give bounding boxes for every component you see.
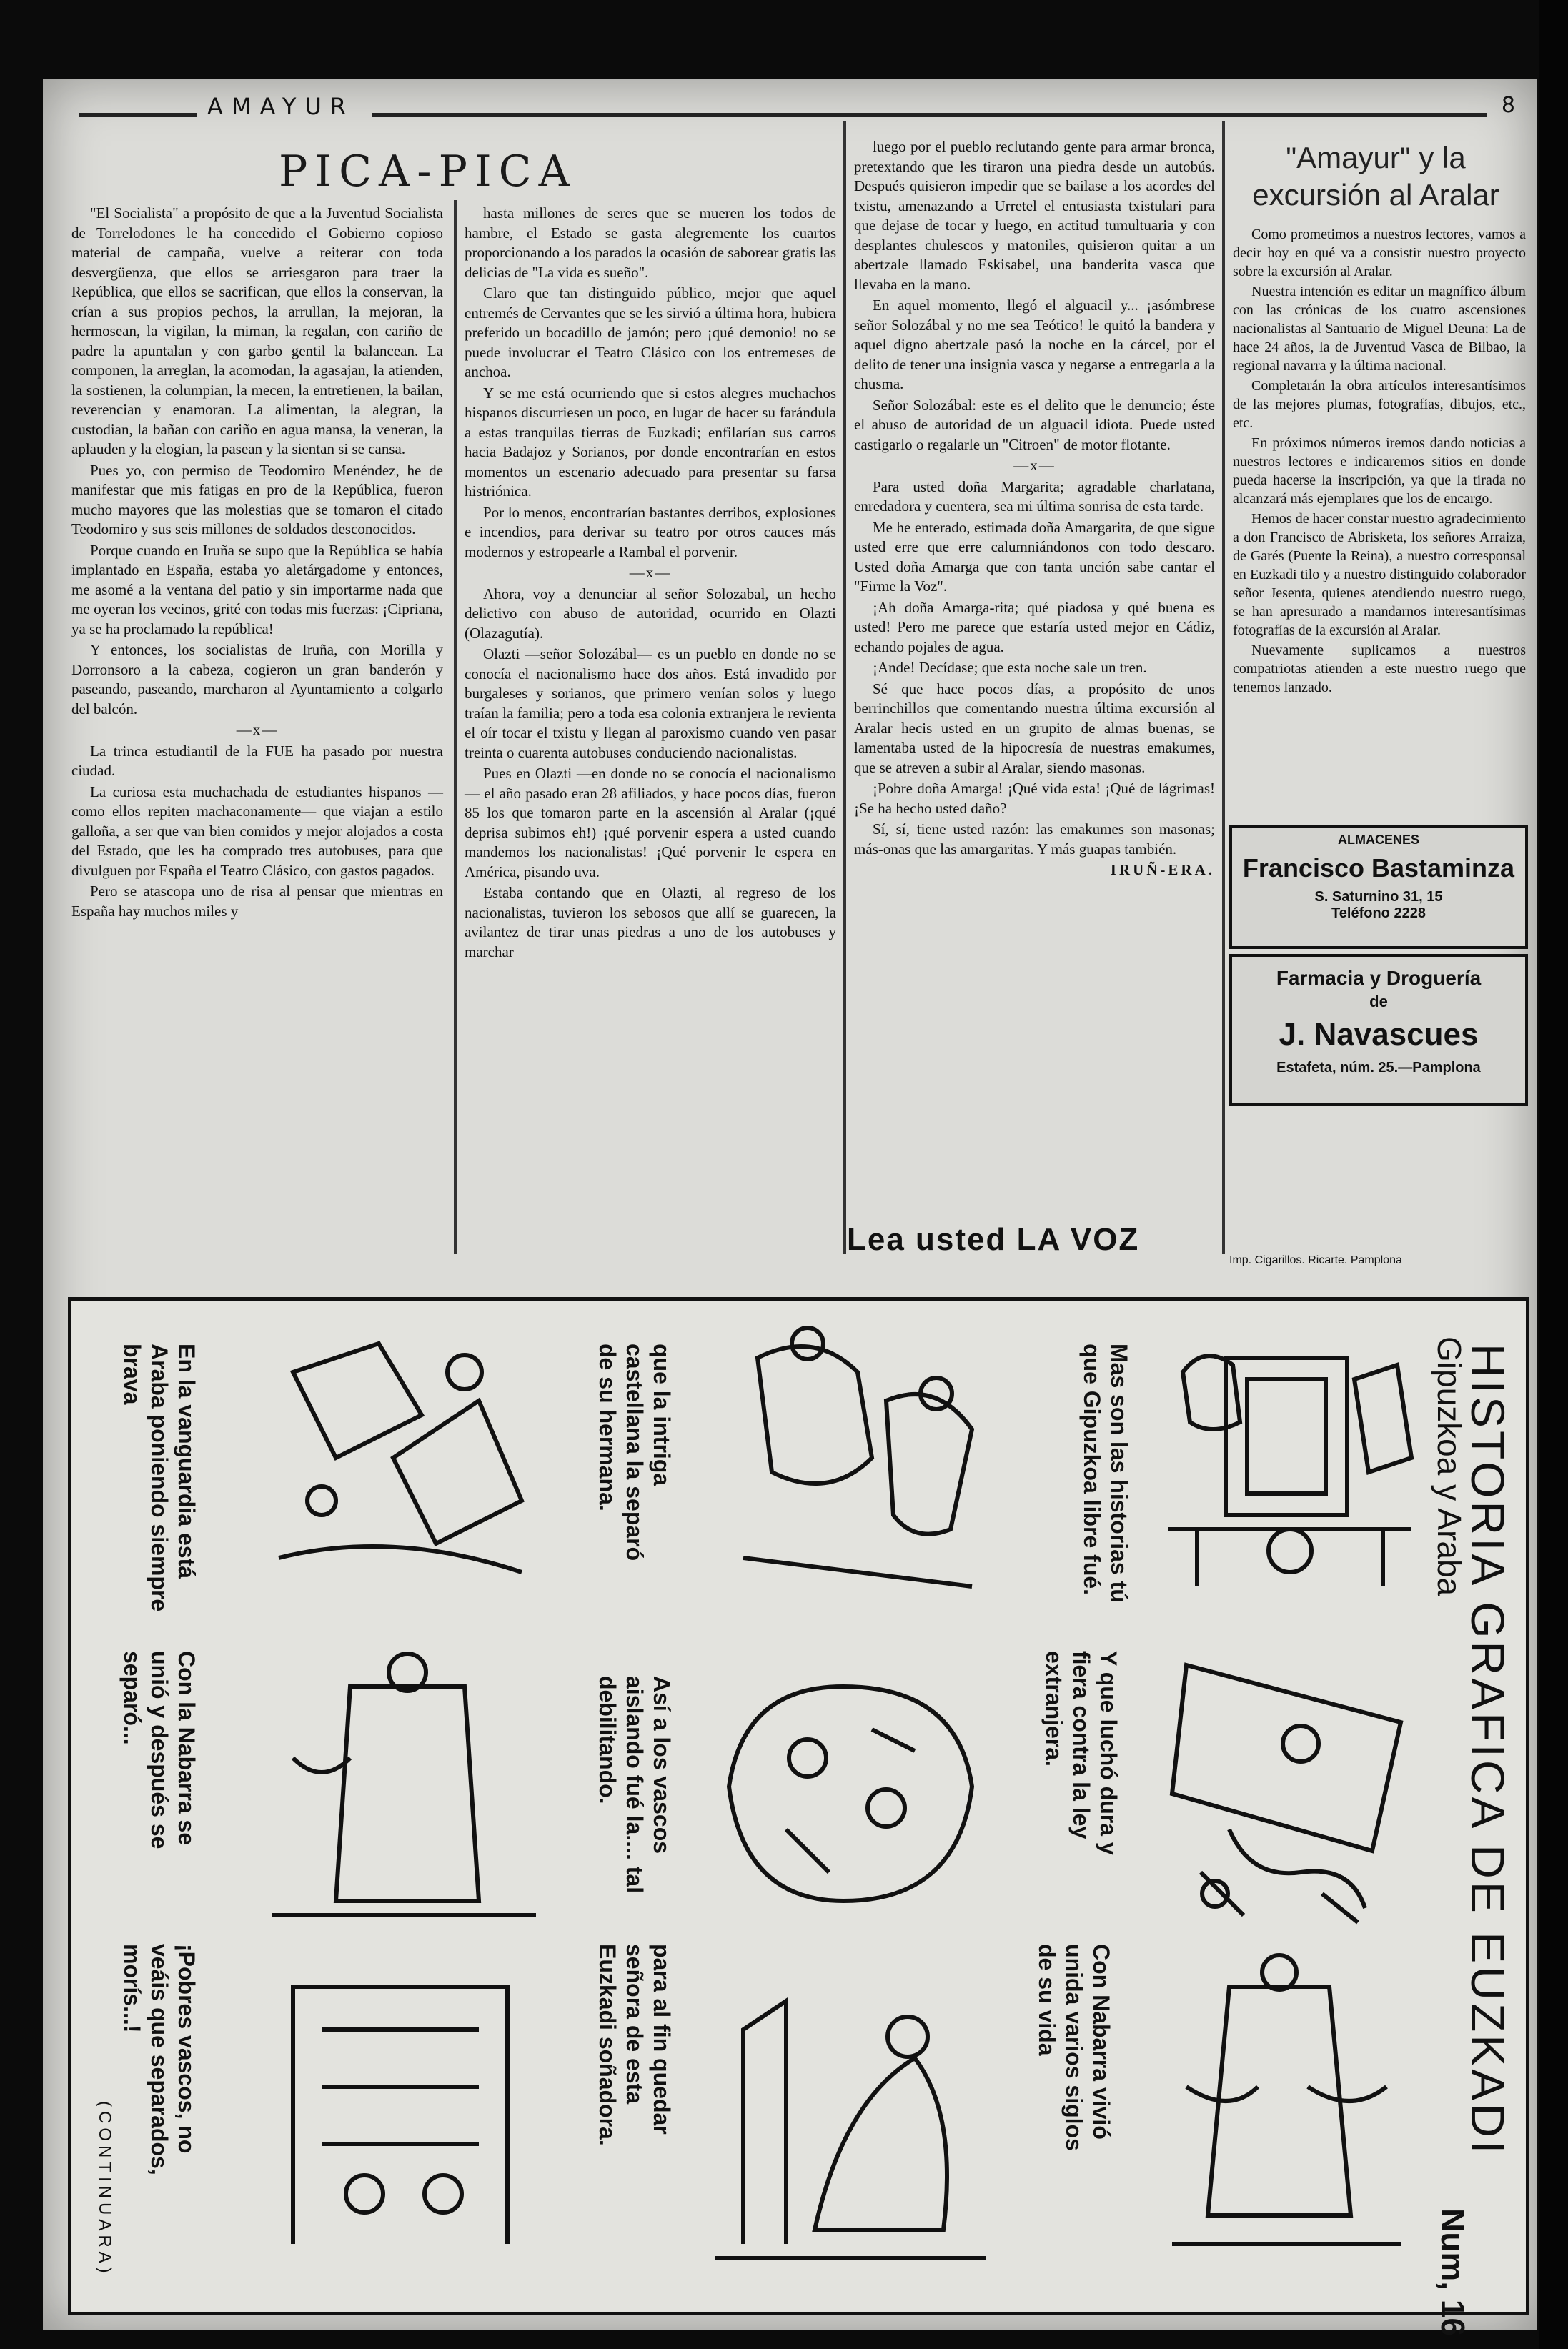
page-header xyxy=(71,93,1529,136)
scan-edge xyxy=(1539,0,1568,2349)
panel-caption: En la vanguardia está Araba poniendo siempre brava xyxy=(119,1344,199,1612)
paragraph: Como prometimos a nuestros lectores, vamos a decir hoy en qué va a consistir nuestro proyecto sobre la excursión al Aralar. xyxy=(1233,227,1526,279)
comic-panel-illustration xyxy=(250,1315,550,1622)
article-column-1 xyxy=(71,204,443,923)
paragraph: Y se me está ocurriendo que si estos alegres muchachos hispanos discurriesen un poco, en lugar de hacer su farándula a estas tranquilas tierras de Euzkadi; enfilarían sus carros hacia Badajoz y Sorianos, por donde encontrarían en estos momentos un escenario adecuado para presentar su farsa histriónica. xyxy=(465,384,836,500)
paragraph: Porque cuando en Iruña se supo que la República se había implantado en España, estaba yo aletárgadome y entonces, me asomé a la ventana del patio y sin importarme nada que me oyeran los vecinos, grité con todas mis fuerzas: ¡Cipriana, ya se ha proclamado la república! xyxy=(71,541,443,637)
panel-caption: Y que luchó dura y fiera contra la ley extranjera. xyxy=(1041,1651,1121,1855)
panel-caption: Con la Nabarra se unió y después se separó... xyxy=(119,1651,199,1849)
paragraph: Estaba contando que en Olazti, al regreso de los nacionalistas, tuvieron los sebosos que allí se guarecen, la avilantez de tirar unas piedras a uno de los autobuses y marchar xyxy=(465,884,836,960)
ad-name: J. Navascues xyxy=(1279,1017,1479,1052)
header-rule-left xyxy=(79,113,197,117)
section-separator: —x— xyxy=(1013,457,1056,474)
paragraph: "El Socialista" a propósito de que a la Juventud Socialista de Torrelodones le ha concedido el Gobierno copioso material de campaña, vuelve a reiterar con toda desvergüenza, que ellos se arriesgaron para traer la República, que ellos se sacrifican, que ellos la conservan, la crían a sus propios pechos, la arrullan, la mejoran, la hermosean, la vigilan, la miman, la regalan, con cariño de padre la apuntalan y con garbo gentil la balancean. La componen, la arreglan, la acomodan, la agasajan, la atienden, la sostienen, la columpian, la mecen, la entretienen, la bailan, reverencian y enamoran. La alimentan, la alegran, la custodian, la bañan con cariño en agua mansa, la veneran, la aplauden y la elogian, la pasean y la sientan si se cansa. xyxy=(71,204,443,457)
article-title: PICA-PICA xyxy=(279,146,577,197)
paragraph: luego por el pueblo reclutando gente para armar bronca, pretextando que les tiraron una piedra desde un autobús. Después quisieron impedir que se bailase a los acordes del txistu, amenazando a Urretel el entusiasta txistulari para que dejase de tocar y luego, en actitud tumultuaria y con desplantes chulescos y matoniles, quisieron quitar a un abertzale llamado Eskisabel, una banderita vasca que llevaba en la mano. xyxy=(854,138,1215,293)
sidebar-column xyxy=(1233,225,1526,698)
paragraph: Nuestra intención es editar un magnífico álbum con las crónicas de los cuatro ascensiones nacionalistas al Santuario de Miguel Deuna: La de hace 24 años, la de Juventud Vasca de Bilbao, la regional navarra y la última nacional. xyxy=(1233,284,1526,374)
column-divider xyxy=(1222,121,1225,1254)
panel-caption: Mas son las historias tú que Gipuzkoa libre fué. xyxy=(1079,1344,1132,1603)
ad-name: Farmacia y Droguería xyxy=(1276,967,1482,989)
comic-title: HISTORIA GRAFICA DE EUZKADI xyxy=(1462,1344,1514,2157)
newspaper-name: AMAYUR xyxy=(207,93,355,120)
comic-panel-illustration xyxy=(700,1944,1001,2287)
article-signature: IRUÑ-ERA. xyxy=(1110,861,1215,878)
comic-panel-illustration xyxy=(250,1944,550,2287)
paragraph: ¡Pobre doña Amarga! ¡Qué vida esta! ¡Qué de lágrimas! ¡Se ha hecho usted daño? xyxy=(854,780,1215,817)
paragraph: Ahora, voy a denunciar al señor Solozabal, un hecho delictivo con abuso de autoridad, ocurrido en Olazti (Olazagutía). xyxy=(465,585,836,642)
paragraph: Nuevamente suplicamos a nuestros compatriotas atienden a este nuestro ruego que tenemos lanzado. xyxy=(1233,642,1526,695)
column-divider xyxy=(454,200,457,1254)
ad-de: de xyxy=(1369,993,1388,1010)
paragraph: La trinca estudiantil de la FUE ha pasado por nuestra ciudad. xyxy=(71,742,443,779)
comic-number: Num, 16 xyxy=(1434,2208,1472,2336)
comic-strip xyxy=(68,1297,1529,2336)
promo-lea-la-voz: Lea usted LA VOZ xyxy=(847,1222,1140,1257)
paragraph: Sé que hace pocos días, a propósito de unos berrinchillos que comentando nuestra última excursión al Aralar hecis usted en un grupito de almas buenas, se lamentaba usted de la hipocresía de nuestras emakumes, que se atreven a subir al Aralar, siendo masonas. xyxy=(854,680,1215,776)
paragraph: Hemos de hacer constar nuestro agradecimiento a don Francisco de Abrisketa, los señores Arraiza, de Garés (Puente la Reina), a nuestro corresponsal en Euzkadi tilo y a nuestro distinguido colaborador señor Jesenta, quienes atendiendo nuestro ruego, se han apresurado a mandarnos interesantísimas fotografías de la excursión al Aralar. xyxy=(1233,511,1526,638)
paragraph: Pues en Olazti —en donde no se conocía el nacionalismo— el año pasado eran 28 afiliados, y hace pocos días, fueron 85 los que tomaron parte en la ascensión al Aralar (¡qué deprisa subimos eh!) ¡qué porvenir espera a usted cuando mandemos los nacionalistas! ¡Qué porvenir le espera en América, pisando uva. xyxy=(465,765,836,880)
comic-panel-illustration xyxy=(700,1644,1001,1944)
comic-subtitle: Gipuzkoa y Araba xyxy=(1431,1336,1468,1596)
imprint: Imp. Cigarillos. Ricarte. Pamplona xyxy=(1229,1254,1402,1266)
panel-caption: Así a los vascos aislando fué la.... tal debilitando. xyxy=(595,1676,675,1894)
comic-panel-illustration xyxy=(1140,1315,1440,1615)
paragraph: Pero se atascopa uno de risa al pensar que mientras en España hay muchos miles y xyxy=(71,883,443,920)
panel-caption: ¡Pobres vascos, no veáis que separados, morís...! xyxy=(119,1944,199,2175)
panel-caption: para al fin quedar señora de esta Euzkadi soñadora. xyxy=(595,1944,675,2146)
paragraph: Pues yo, con permiso de Teodomiro Menéndez, he de manifestar que mis fatigas en pro de la República, fueron mucho mayores que las molestias que se tomaron el citado Teodomiro y sus seis millones de soldados desconocidos. xyxy=(71,461,443,537)
paragraph: hasta millones de seres que se mueren los todos de hambre, el Estado se gasta alegremente los cuartos proporcionando a los parados la ocasión de saborear gratis las delicias de "La vida es sueño". xyxy=(465,204,836,281)
comic-panel-illustration xyxy=(700,1315,1001,1622)
paragraph: La curiosa esta muchachada de estudiantes hispanos —como ellos repiten machaconamente— que viajan a estilo galloña, a ser que van bien comidos y mejor alojados a costa del Estado, que les ha comprado tres autobuses, para que divulguen por España el Teatro Clásico, con gastos pagados. xyxy=(71,783,443,879)
panel-caption: que la intriga castellana la separó de su hermana. xyxy=(595,1344,675,1561)
ad-name: Francisco Bastaminza xyxy=(1242,853,1515,883)
paragraph: En aquel momento, llegó el alguacil y... ¡asómbrese señor Solozábal y no me sea Teótico! le quitó la bandera y aquel digno abertzale pasó la noche en la cárcel, por el delito de tener una insignia vasca y negarse a entregarla a la chusma. xyxy=(854,297,1215,392)
panel-caption: Con Nabarra vivió unida varios siglos de su vida xyxy=(1034,1944,1114,2151)
ad-label: ALMACENES xyxy=(1337,833,1419,847)
header-rule-right xyxy=(372,113,1487,117)
paragraph: Y entonces, los socialistas de Iruña, con Morilla y Dorronsoro a la cabeza, cogieron un gran banderón y paseando, paseando, marcharon al Ayuntamiento a colgarlo del balcón. xyxy=(71,641,443,717)
paragraph: En próximos números iremos dando noticias a nuestros lectores e indicaremos sitios en donde pueda hacerse la inscripción, ya que la tirada no alcanzará más ejemplares que los de encargo. xyxy=(1233,435,1526,507)
page-number: 8 xyxy=(1501,93,1515,118)
paragraph: Señor Solozábal: este es el delito que le denuncio; éste el abuso de autoridad de un alguacil idiota. Puede usted castigarlo o regalarle un "Citroen" de motor flotante. xyxy=(854,396,1215,453)
comic-panel-illustration xyxy=(1143,1944,1429,2287)
sidebar-title: "Amayur" y la excursión al Aralar xyxy=(1252,141,1499,212)
ad-address: S. Saturnino 31, 15 xyxy=(1314,889,1443,905)
paragraph: Para usted doña Margarita; agradable charlatana, enredadora y cuentera, sea mi última sonrisa de esta tarde. xyxy=(854,477,1215,515)
continuara-note: (CONTINUARA) xyxy=(95,2101,114,2278)
ad-phone: Teléfono 2228 xyxy=(1331,905,1426,921)
paragraph: Olazti —señor Solozábal— es un pueblo en donde no se conocía el nacionalismo hace dos años. Está invadido por burgaleses y sorianos, que primero venían solos y luego traían la familia; pero a toda esa colonia extranjera le revienta el oír tocar el txistu y llegan al paroxismo cuando ven pasar treinta o cuarenta autobuses conduciendo nacionalistas. xyxy=(465,645,836,761)
newspaper-page xyxy=(43,79,1537,2336)
paragraph: ¡Ande! Decídase; que esta noche sale un tren. xyxy=(873,659,1147,676)
comic-panel-illustration xyxy=(1143,1637,1436,1937)
paragraph: Me he enterado, estimada doña Amargarita, de que sigue usted erre que erre calumniándonos con todo descaro. Usted doña Amarga que con tanta unción sabe cantar el "Firme la Voz". xyxy=(854,518,1215,595)
ad-bastaminza xyxy=(1229,825,1528,949)
paragraph: ¡Ah doña Amarga-rita; qué piadosa y qué buena es usted! Pero me parece que estaría usted mejor en Cádiz, echando pojales de agua. xyxy=(854,598,1215,655)
paragraph: Sí, sí, tiene usted razón: las emakumes son masonas; más-onas que las amargaritas. Y más guapas también. xyxy=(854,820,1215,858)
ad-address: Estafeta, núm. 25.—Pamplona xyxy=(1276,1060,1481,1076)
ad-navascues xyxy=(1229,954,1528,1106)
article-column-3 xyxy=(854,137,1215,882)
section-separator: —x— xyxy=(236,721,279,738)
paragraph: Por lo menos, encontrarían bastantes derribos, explosiones e incendios, para derivar su teatro por otros cauces más modernos y estropearle a Rambal el porvenir. xyxy=(465,503,836,560)
paragraph: Completarán la obra artículos interesantísimos de las mejores plumas, fotografías, dibujos, etc., etc. xyxy=(1233,378,1526,431)
column-divider xyxy=(843,121,846,1254)
section-separator: —x— xyxy=(629,564,672,581)
article-column-2 xyxy=(465,204,836,963)
comic-panel-illustration xyxy=(250,1644,550,1944)
paragraph: Claro que tan distinguido público, mejor que aquel entremés de Cervantes que se les sirvió a última hora, hubiera preferido un bocadillo de jamón; pero ¡qué demonio! no se puede involucrar el Teatro Clásico con los entremeses de anchoa. xyxy=(465,284,836,380)
